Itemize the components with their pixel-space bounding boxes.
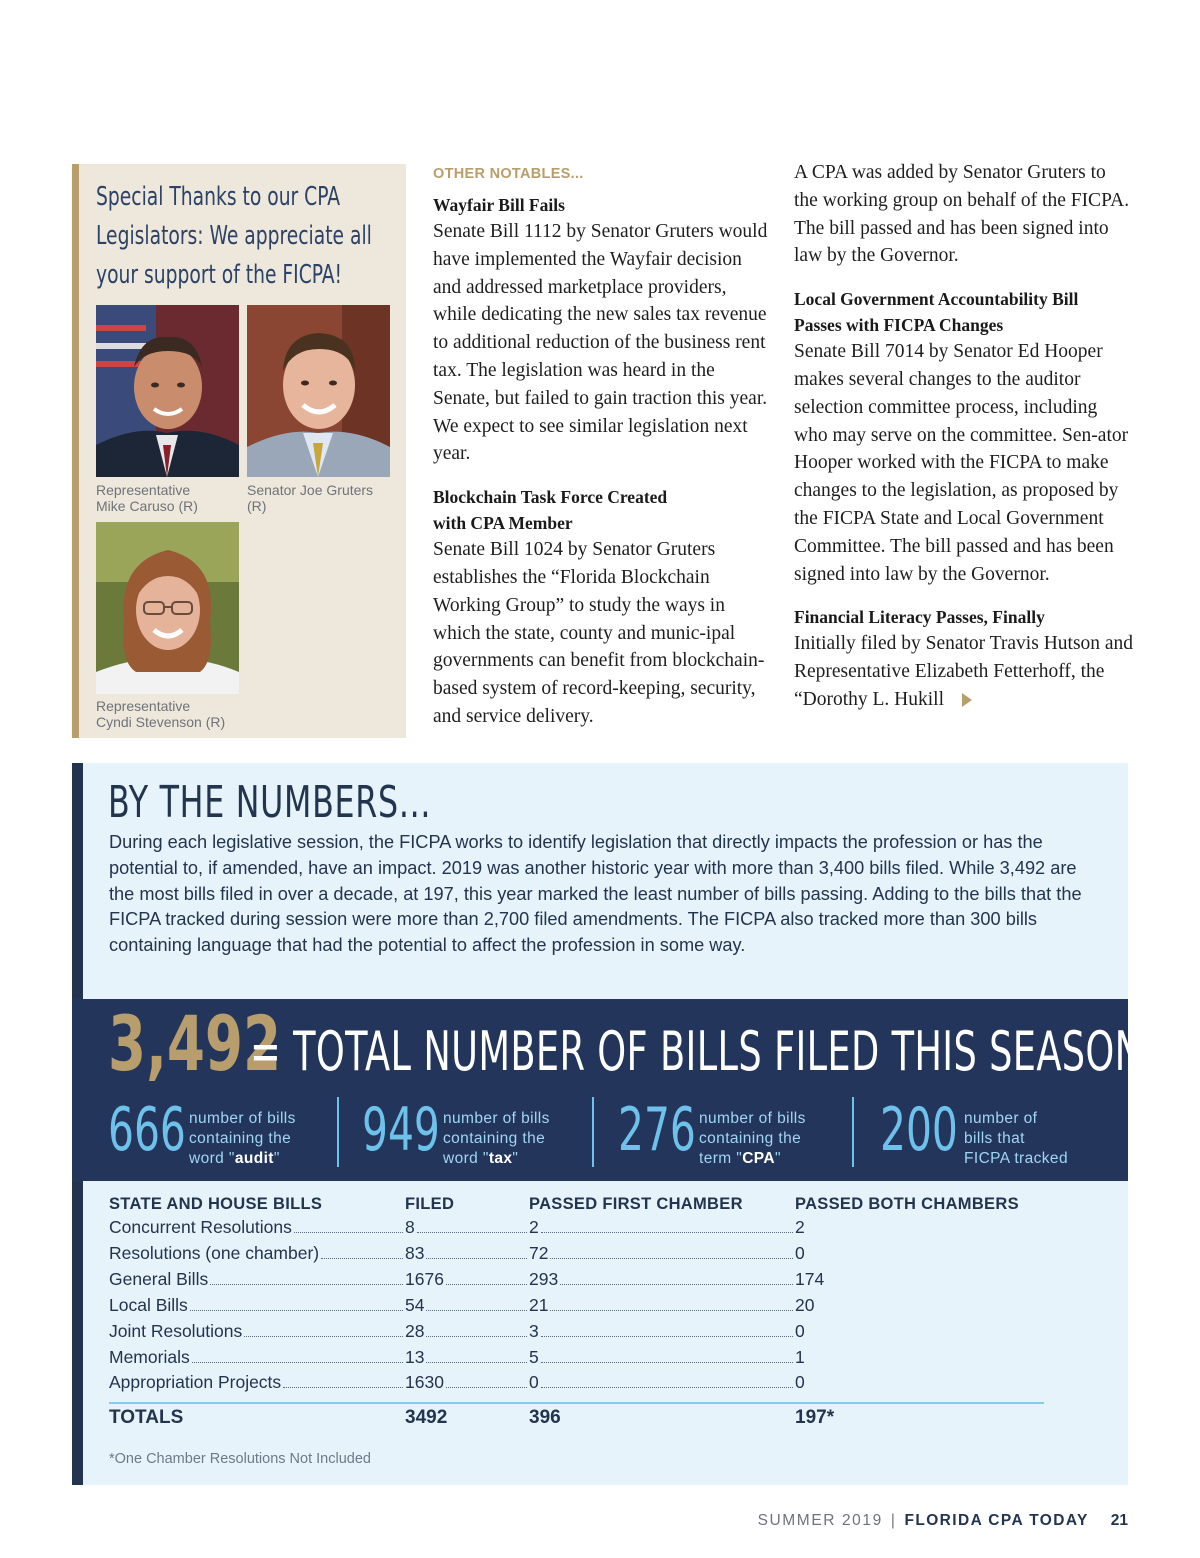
cell-text: 8 [405,1217,415,1237]
table-row [109,1243,1049,1269]
cell-text: 20 [795,1294,815,1315]
stat-divider [337,1097,339,1167]
page-number: 21 [1110,1512,1128,1529]
totals-passed-first: 396 [529,1407,561,1428]
cell-text: Local Bills [109,1294,188,1315]
cell-text: 2 [795,1217,805,1237]
count-cell [405,1347,529,1373]
stat-description: number of bills containing the word "audit" [189,1110,296,1167]
article-column-1 [433,164,771,747]
numbers-intro: During each legislative session, the FICPA works to identify legislation that directly impacts the profession or has the potential to, if amended, have an impact. 2019 was another historic year with more than 3,400 bills filed. While 3,492 are the most bills filed in over a decade, at 197, this year marked the least number of bills passing. Adding to the bills that the FICPA tracked during session were more than 2,700 filed amendments. The FICPA also tracked more than 300 bills containing language that had the potential to affect the profession in some way. [109,832,1082,956]
paragraph-financial-literacy: Initially filed by Senator Travis Hutson and Representative Elizabeth Fetterhoff, the “Dorothy L. Hukill [794,633,1134,710]
headline-number: 3,492 [108,999,282,1088]
count-cell [795,1347,1045,1373]
cell-text: 83 [405,1242,425,1263]
cell-text: Concurrent Resolutions [109,1217,292,1237]
bill-type-cell [109,1347,405,1373]
bill-type-cell [109,1217,405,1243]
table-totals-row [109,1405,1049,1431]
footer-separator: | [890,1512,897,1529]
count-cell [795,1295,1045,1321]
stat-number: 200 [880,1095,958,1165]
cell-text: Memorials [109,1346,190,1367]
article-column-2 [794,159,1134,730]
paragraph-blockchain: Senate Bill 1024 by Senator Gruters establishes the “Florida Blockchain Working Group” to study the ways in which the state, county and munic-ipal governments can benefit from blockchain-based system of record-keeping, security, and service delivery. [433,539,765,727]
heading-financial-literacy: Financial Literacy Passes, Finally [794,607,1045,628]
issue-label: SUMMER 2019 [757,1512,883,1529]
count-cell [405,1372,529,1398]
legislator-photo-stevenson [96,522,239,694]
cell-text: 1676 [405,1268,444,1289]
cell-text: 5 [529,1346,539,1367]
count-cell [795,1243,1045,1269]
count-cell [529,1295,795,1321]
cell-text: 21 [529,1294,549,1315]
count-cell [795,1217,1045,1243]
cell-text: 72 [529,1242,549,1263]
cell-text: 0 [529,1372,539,1393]
dot-leader [426,1310,527,1311]
dot-leader [541,1362,793,1363]
count-cell [529,1372,795,1398]
bill-type-cell [109,1243,405,1269]
count-cell [529,1217,795,1243]
count-cell [529,1321,795,1347]
dot-leader [244,1336,403,1337]
dot-leader [426,1336,527,1337]
heading-local-government: Local Government Accountability Bill Passes with FICPA Changes [794,289,1079,336]
count-cell [405,1217,529,1243]
count-cell [405,1269,529,1295]
special-thanks-sidebar [72,164,406,738]
cell-text: 0 [795,1372,805,1393]
numbers-title: BY THE NUMBERS... [108,777,432,828]
count-cell [405,1243,529,1269]
table-header: FILED [405,1195,455,1213]
cell-text: 0 [795,1242,805,1263]
heading-wayfair: Wayfair Bill Fails [433,195,565,215]
cell-text: 3 [529,1320,539,1341]
bill-type-cell [109,1372,405,1398]
dot-leader [190,1310,403,1311]
dot-leader [417,1232,527,1233]
stat-description: number of bills that FICPA tracked [964,1110,1068,1167]
cell-text: 54 [405,1294,425,1315]
dot-leader [294,1232,403,1233]
headline-text: = TOTAL NUMBER OF BILLS FILED THIS SEASON [250,1020,1143,1083]
table-header-row [109,1191,1049,1217]
table-row [109,1347,1049,1373]
totals-passed-both: 197* [795,1407,835,1428]
count-cell [795,1321,1045,1347]
bill-type-cell [109,1295,405,1321]
cell-text: 293 [529,1268,559,1289]
stat-divider [592,1097,594,1167]
dot-leader [541,1336,793,1337]
stat-divider [852,1097,854,1167]
dot-leader [550,1258,793,1259]
stat-description: number of bills containing the term "CPA" [699,1110,806,1167]
dot-leader [426,1258,527,1259]
dot-leader [426,1362,527,1363]
stat-number: 949 [362,1095,440,1165]
bill-type-cell [109,1269,405,1295]
dot-leader [446,1284,527,1285]
dot-leader [541,1387,793,1388]
dot-leader [550,1310,793,1311]
count-cell [405,1321,529,1347]
continued-arrow-icon [962,693,972,707]
stat-number: 666 [108,1095,186,1165]
table-row [109,1269,1049,1295]
count-cell [795,1269,1045,1295]
cell-text: 1 [795,1346,805,1367]
legislator-caption-caruso: Representative Mike Caruso (R) [96,482,198,514]
dot-leader [210,1284,403,1285]
cell-text: 13 [405,1346,425,1367]
legislator-photo-caruso [96,305,239,477]
cell-text: General Bills [109,1268,209,1289]
count-cell [529,1347,795,1373]
paragraph-blockchain-cont: A CPA was added by Senator Gruters to the working group on behalf of the FICPA. The bill passed and has been signed into law by the Governor. [794,162,1130,267]
table-header: PASSED FIRST CHAMBER [529,1195,743,1213]
cell-text: Resolutions (one chamber) [109,1242,320,1263]
publication-name: FLORIDA CPA TODAY [904,1512,1089,1529]
stat-description: number of bills containing the word "tax" [443,1110,550,1167]
table-row [109,1321,1049,1347]
dot-leader [541,1232,793,1233]
cell-text: 2 [529,1217,539,1237]
bill-type-cell [109,1321,405,1347]
section-kicker: OTHER NOTABLES... [433,166,584,182]
dot-leader [192,1362,403,1363]
cell-text: 28 [405,1320,425,1341]
cell-text: 174 [795,1268,825,1289]
sidebar-accent-bar [72,164,79,738]
paragraph-local-government: Senate Bill 7014 by Senator Ed Hooper makes several changes to the auditor selection committee process, including who may serve on the committee. Sen-ator Hooper worked with the FICPA to make changes to the legislation, as proposed by the FICPA State and Local Government Committee. The bill passed and has been signed into law by the Governor. [794,341,1129,585]
dot-leader [446,1387,527,1388]
dot-leader [283,1387,403,1388]
by-the-numbers-panel [72,763,1143,1485]
cell-text: 0 [795,1320,805,1341]
legislator-caption-stevenson: Representative Cyndi Stevenson (R) [96,698,226,730]
totals-label: TOTALS [109,1407,184,1428]
table-header: PASSED BOTH CHAMBERS [795,1195,1019,1213]
dot-leader [560,1284,793,1285]
totals-filed: 3492 [405,1407,448,1428]
count-cell [529,1243,795,1269]
cell-text: Joint Resolutions [109,1320,243,1341]
dot-leader [321,1258,403,1259]
count-cell [795,1372,1045,1398]
table-footnote: *One Chamber Resolutions Not Included [109,1451,371,1467]
paragraph-wayfair: Senate Bill 1112 by Senator Gruters would have implemented the Wayfair decision and addressed marketplace providers, while dedicating the new sales tax revenue to additional reduction of the business rent tax. The legislation was heard in the Senate, but failed to gain traction this year. We expect to see similar legislation next year. [433,221,768,465]
table-row [109,1295,1049,1321]
table-row [109,1372,1049,1398]
legislator-caption-gruters: Senator Joe Gruters (R) [247,482,374,514]
cell-text: 1630 [405,1372,444,1393]
page-footer [758,1512,1128,1530]
table-rule [109,1402,1044,1404]
table-row [109,1217,1049,1243]
table-header: STATE AND HOUSE BILLS [109,1195,323,1213]
sidebar-title: Special Thanks to our CPA Legislators: We appreciate all your support of the FICPA! [96,182,372,290]
cell-text: Appropriation Projects [109,1372,282,1393]
legislator-photo-gruters [247,305,390,477]
count-cell [405,1295,529,1321]
stat-number: 276 [618,1095,696,1165]
heading-blockchain: Blockchain Task Force Created with CPA Member [433,487,668,534]
count-cell [529,1269,795,1295]
stats-band [72,999,1143,1181]
